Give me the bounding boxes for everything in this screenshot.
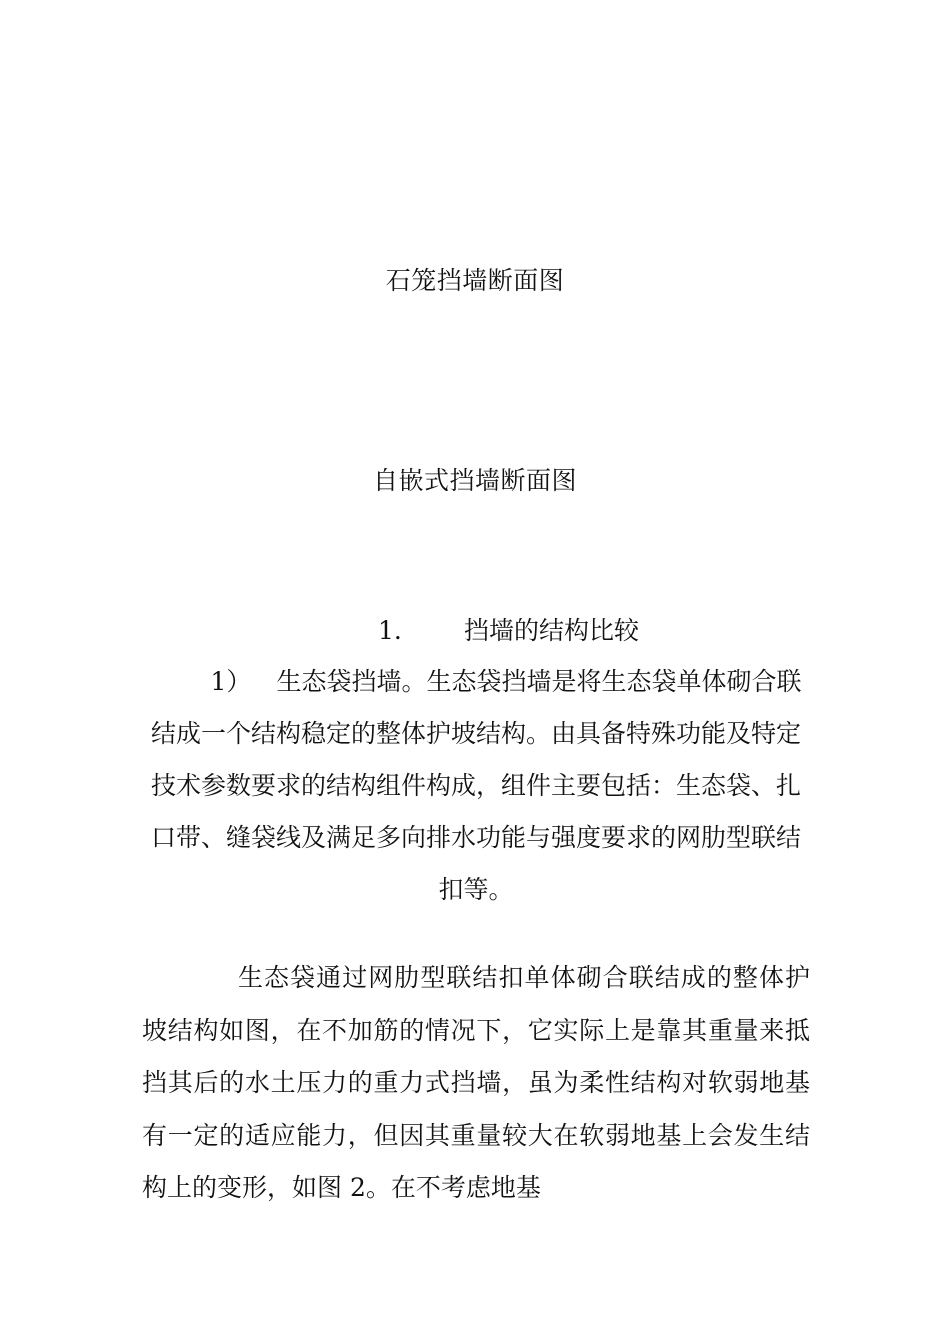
- section-heading: [378, 614, 639, 648]
- paragraph-lead-number: 1）: [210, 667, 252, 696]
- section-title: 挡墙的结构比较: [464, 616, 640, 645]
- paragraph-ecobag-wall: [142, 656, 810, 916]
- figure-caption-gabion-wall: 石笼挡墙断面图: [385, 266, 565, 295]
- paragraph-ecobag-structure: 生态袋通过网肋型联结扣单体砌合联结成的整体护坡结构如图，在不加筋的情况下，它实际上是靠其重量来抵挡其后的水土压力的重力式挡墙，虽为柔性结构对软弱地基有一定的适应能力，但因其重量较大在软弱地基上会发生结构上的变形，如图 2。在不考虑地基: [142, 963, 810, 1202]
- paragraph-body: 生态袋挡墙。生态袋挡墙是将生态袋单体砌合联结成一个结构稳定的整体护坡结构。由具备特殊功能及特定技术参数要求的结构组件构成，组件主要包括：生态袋、扎口带、缝袋线及满足多向排水功能与强度要求的网肋型联结扣等。: [150, 667, 802, 904]
- section-number: 1.: [378, 616, 402, 645]
- figure-caption-self-embedded-wall: 自嵌式挡墙断面图: [372, 466, 577, 495]
